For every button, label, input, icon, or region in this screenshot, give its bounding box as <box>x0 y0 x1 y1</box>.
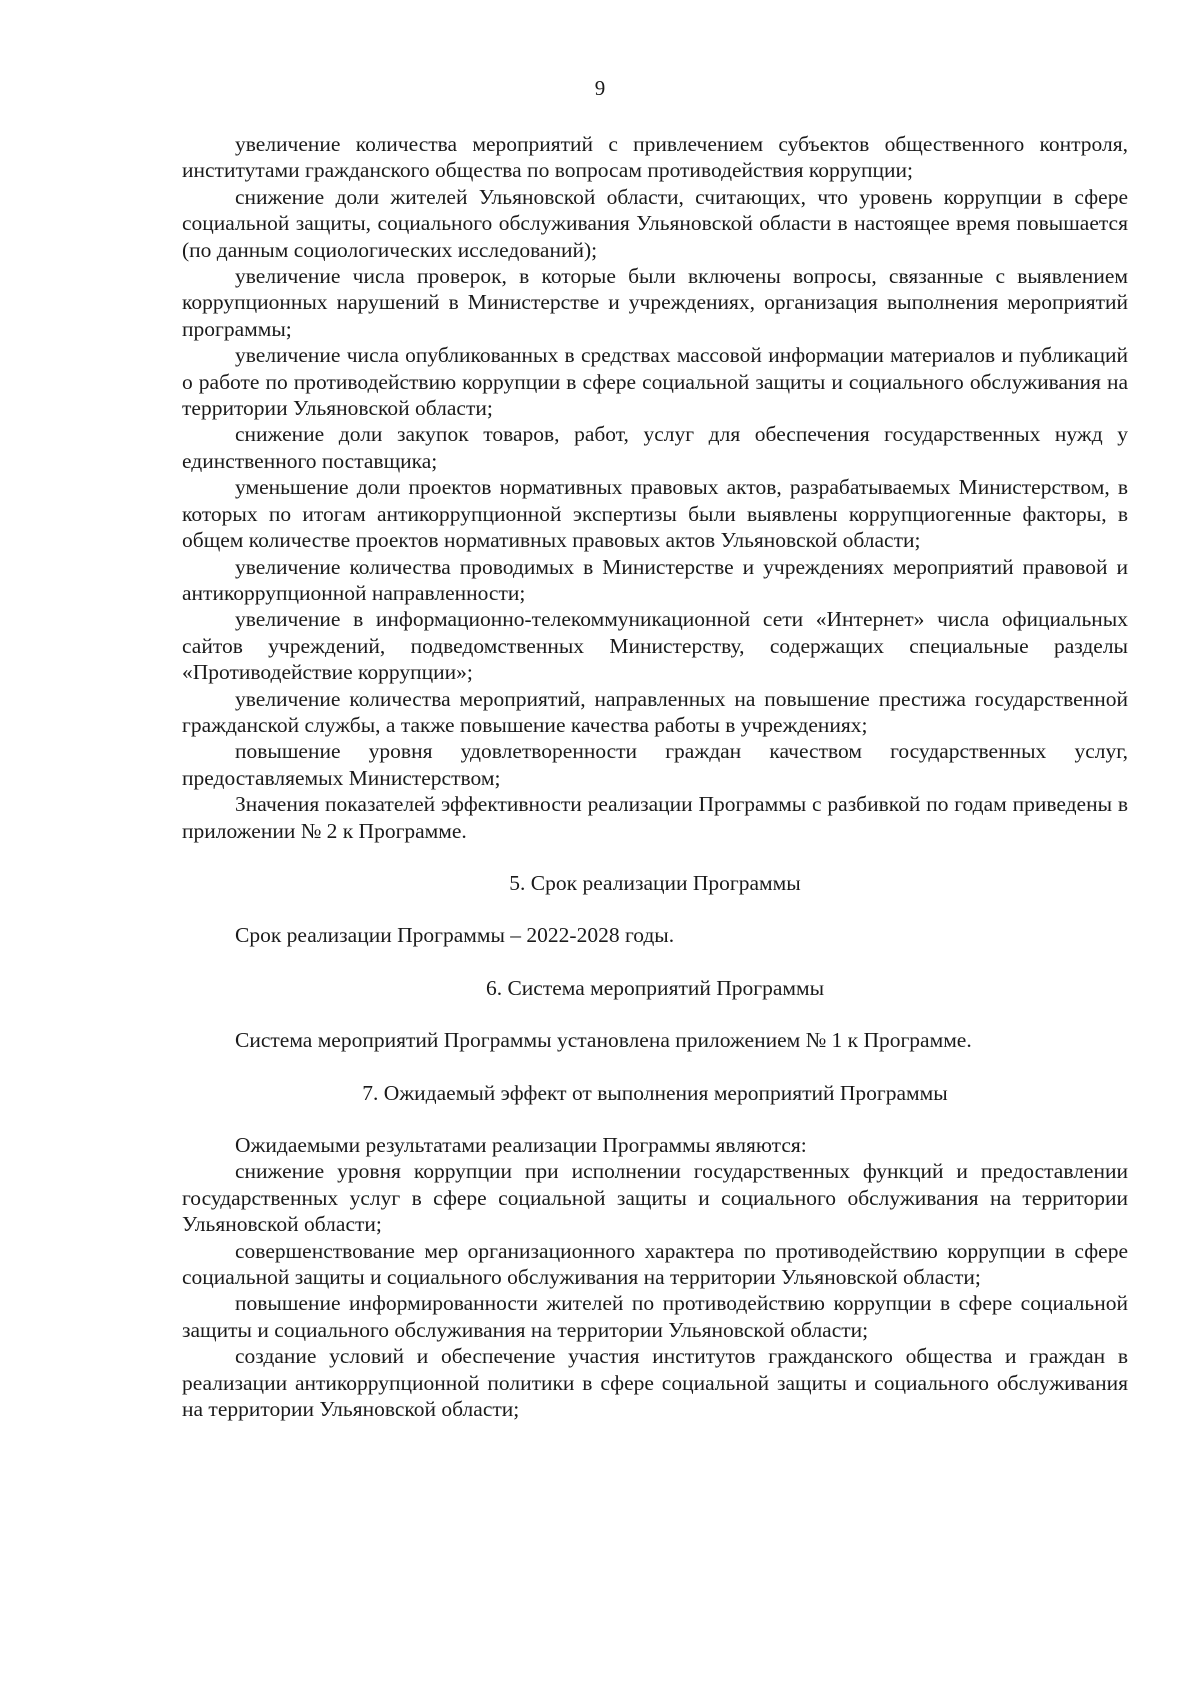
section-6-text: Система мероприятий Программы установлена приложением № 1 к Программе. <box>235 1028 972 1053</box>
paragraph: увеличение количества мероприятий с привлечением субъектов общественного контроля, институтами гражданского общества по вопросам противодействия коррупции; <box>182 132 1128 183</box>
paragraph: увеличение в информационно-телекоммуникационной сети «Интернет» числа официальных сайтов учреждений, подведомственных Министерству, содержащих специальные разделы «Противодействие коррупции»; <box>182 607 1128 685</box>
paragraph: снижение доли жителей Ульяновской области, считающих, что уровень коррупции в сфере социальной защиты, социального обслуживания Ульяновской области в настоящее время повышается (по данным социологических исследований); <box>182 184 1128 262</box>
paragraph: Значения показателей эффективности реализации Программы с разбивкой по годам приведены в приложении № 2 к Программе. <box>182 792 1128 843</box>
paragraph: совершенствование мер организационного характера по противодействию коррупции в сфере социальной защиты и социального обслуживания на территории Ульяновской области; <box>182 1238 1128 1290</box>
paragraph: увеличение числа опубликованных в средствах массовой информации материалов и публикаций о работе по противодействию коррупции в сфере социальной защиты и социального обслуживания на территории Ульяновской области; <box>182 343 1128 421</box>
page-number: 9 <box>594 76 606 100</box>
paragraph: увеличение количества проводимых в Министерстве и учреждениях мероприятий правовой и антикоррупционной направленности; <box>182 554 1128 605</box>
section-heading-6: 6. Система мероприятий Программы <box>485 975 825 1000</box>
section-heading-5: 5. Срок реализации Программы <box>509 870 801 895</box>
section-7-intro: Ожидаемыми результатами реализации Программы являются: <box>235 1133 807 1157</box>
paragraph: уменьшение доли проектов нормативных правовых актов, разрабатываемых Министерством, в которых по итогам антикоррупционной экспертизы были выявлены коррупциогенные факторы, в общем количестве проектов нормативных правовых актов Ульяновской области; <box>182 475 1128 553</box>
paragraph: снижение уровня коррупции при исполнении государственных функций и предоставлении государственных услуг в сфере социальной защиты и социального обслуживания на территории Ульяновской области; <box>182 1159 1128 1237</box>
document-body <box>182 131 1128 1422</box>
paragraph: повышение уровня удовлетворенности граждан качеством государственных услуг, предоставляемых Министерством; <box>182 739 1128 790</box>
section-5-text: Срок реализации Программы – 2022-2028 годы. <box>235 923 675 948</box>
section-heading-7: 7. Ожидаемый эффект от выполнения мероприятий Программы <box>362 1080 948 1105</box>
paragraph: увеличение числа проверок, в которые были включены вопросы, связанные с выявлением коррупционных нарушений в Министерстве и учреждениях, организация выполнения мероприятий программы; <box>182 264 1128 341</box>
paragraph: создание условий и обеспечение участия институтов гражданского общества и граждан в реализации антикоррупционной политики в сфере социальной защиты и социального обслуживания на территории Ульяновской области; <box>182 1344 1128 1422</box>
paragraph: увеличение количества мероприятий, направленных на повышение престижа государственной гражданской службы, а также повышение качества работы в учреждениях; <box>182 686 1128 737</box>
paragraph: снижение доли закупок товаров, работ, услуг для обеспечения государственных нужд у единственного поставщика; <box>182 422 1128 473</box>
paragraph: повышение информированности жителей по противодействию коррупции в сфере социальной защиты и социального обслуживания на территории Ульяновской области; <box>182 1291 1128 1342</box>
